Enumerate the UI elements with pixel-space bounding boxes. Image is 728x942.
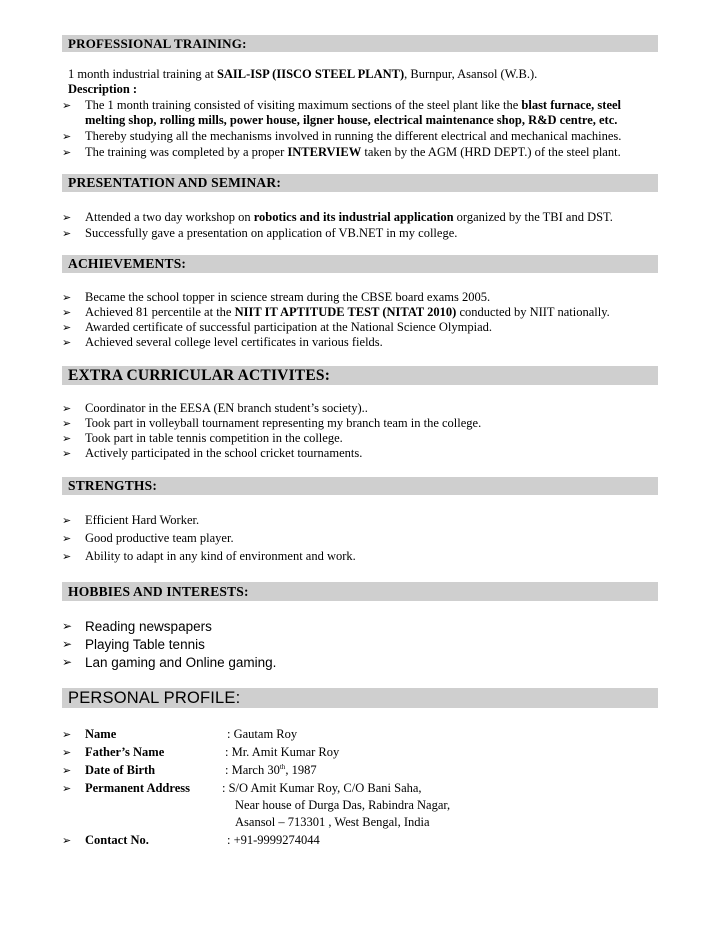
arrow-bullet-icon: ➢ [62, 782, 72, 795]
address-line-1: : S/O Amit Kumar Roy, C/O Bani Saha, [222, 781, 422, 795]
address-line-3: Asansol – 713301 , West Bengal, India [235, 815, 430, 829]
arrow-bullet-icon: ➢ [62, 291, 72, 304]
section-heading: PROFESSIONAL TRAINING: [62, 35, 658, 52]
hobbies-section [62, 582, 658, 601]
arrow-bullet-icon: ➢ [62, 336, 72, 349]
arrow-bullet-icon: ➢ [62, 321, 72, 334]
arrow-bullet-icon: ➢ [62, 432, 72, 445]
extra-curricular-section [62, 366, 658, 385]
arrow-bullet-icon: ➢ [62, 637, 73, 651]
arrow-bullet-icon: ➢ [62, 550, 72, 563]
arrow-bullet-icon: ➢ [62, 130, 72, 143]
arrow-bullet-icon: ➢ [62, 514, 72, 527]
dob-label: Date of Birth [85, 763, 156, 777]
section-heading: EXTRA CURRICULAR ACTIVITES: [62, 366, 658, 385]
arrow-bullet-icon: ➢ [62, 146, 72, 159]
arrow-bullet-icon: ➢ [62, 211, 72, 224]
arrow-bullet-icon: ➢ [62, 655, 73, 669]
achievements-section [62, 255, 658, 273]
arrow-bullet-icon: ➢ [62, 746, 72, 759]
section-heading: STRENGTHS: [62, 477, 658, 495]
section-heading: PERSONAL PROFILE: [62, 688, 658, 708]
arrow-bullet-icon: ➢ [62, 447, 72, 460]
address-line-2: Near house of Durga Das, Rabindra Nagar, [235, 798, 451, 812]
section-heading: HOBBIES AND INTERESTS: [62, 582, 658, 601]
arrow-bullet-icon: ➢ [62, 227, 72, 240]
section-heading: PRESENTATION AND SEMINAR: [62, 174, 658, 192]
dob-value: : March 30th, 1987 [225, 762, 317, 777]
address-label: Permanent Address [85, 781, 190, 795]
training-intro: 1 month industrial training at SAIL-ISP (IISCO STEEL PLANT), Burnpur, Asansol (W.B.). [68, 67, 538, 81]
father-label: Father’s Name [85, 745, 165, 759]
contact-label: Contact No. [85, 833, 149, 847]
section-heading: ACHIEVEMENTS: [62, 255, 658, 273]
personal-profile-section [62, 688, 658, 708]
description-label: Description : [68, 82, 138, 96]
arrow-bullet-icon: ➢ [62, 306, 72, 319]
arrow-bullet-icon: ➢ [62, 619, 73, 633]
arrow-bullet-icon: ➢ [62, 834, 72, 847]
father-value: : Mr. Amit Kumar Roy [225, 745, 340, 759]
presentation-section [62, 174, 658, 192]
arrow-bullet-icon: ➢ [62, 402, 72, 415]
contact-value: : +91-9999274044 [227, 833, 320, 847]
arrow-bullet-icon: ➢ [62, 532, 72, 545]
professional-training-section [62, 35, 658, 52]
strengths-section [62, 477, 658, 495]
resume-page: PROFESSIONAL TRAINING: 1 month industrial training at SAIL-ISP (IISCO STEEL PLANT), Burnpur, Asansol (W.B.). Description : ➢ The 1 month training consisted of visiting maximum sections of the steel plant like the blast furnace, steel melting shop, rolling mills, power house, ilgner house, electrical maintenance shop, R&D centre, etc. ➢ Thereby studying all the mechanisms involved in running the different electrical and mechanical machines. ➢ The training was completed by a proper INTERVIEW taken by the AGM (HRD DEPT.) of the steel plant. PRESENTATION AND SEMINAR: ➢ Attended a two day workshop on robotics and its industrial application organized by the TBI and DST. ➢ Successfully gave a presentation on application of VB.NET in my college. ACHIEVEMENTS: ➢ Became the school topper in science stream during the CBSE board exams 2005. ➢ Achieved 81 percentile at the NIIT IT APTITUDE TEST (NITAT 2010) conducted by NIIT nationally. ➢ Awarded certificate of successful participation at the National Science Olympiad. ➢ Achieved several college level certificates in various fields. EXTRA CURRICULAR ACTIVITES: ➢ Coordinator in the EESA (EN branch student’s society).. ➢ Took part in volleyball tournament representing my branch team in the college. ➢ Took part in table tennis competition in the college. ➢ Actively participated in the school cricket tournaments. STRENGTHS: ➢ Efficient Hard Worker. ➢ Good productive team player. ➢ Ability to adapt in any kind of environment and work. HOBBIES AND INTERESTS: ➢ Reading newspapers ➢ Playing Table tennis ➢ Lan gaming and Online gaming. PERSONAL PROFILE: ➢ Name : Gautam Roy ➢ Father’s Name : Mr. Amit Kumar Roy ➢ Date of Birth : March 30th, 1987 ➢ Permanent Address : S/O Amit Kumar Roy, C/O Bani Saha, Near house of Durga Das, Rabindra Nagar, Asansol – 713301 , West Bengal, India ➢ Contact No. : +91-9999274044 [0, 0, 728, 942]
name-label: Name [85, 727, 117, 741]
name-value: : Gautam Roy [227, 727, 298, 741]
arrow-bullet-icon: ➢ [62, 417, 72, 430]
arrow-bullet-icon: ➢ [62, 728, 72, 741]
arrow-bullet-icon: ➢ [62, 764, 72, 777]
arrow-bullet-icon: ➢ [62, 99, 72, 112]
